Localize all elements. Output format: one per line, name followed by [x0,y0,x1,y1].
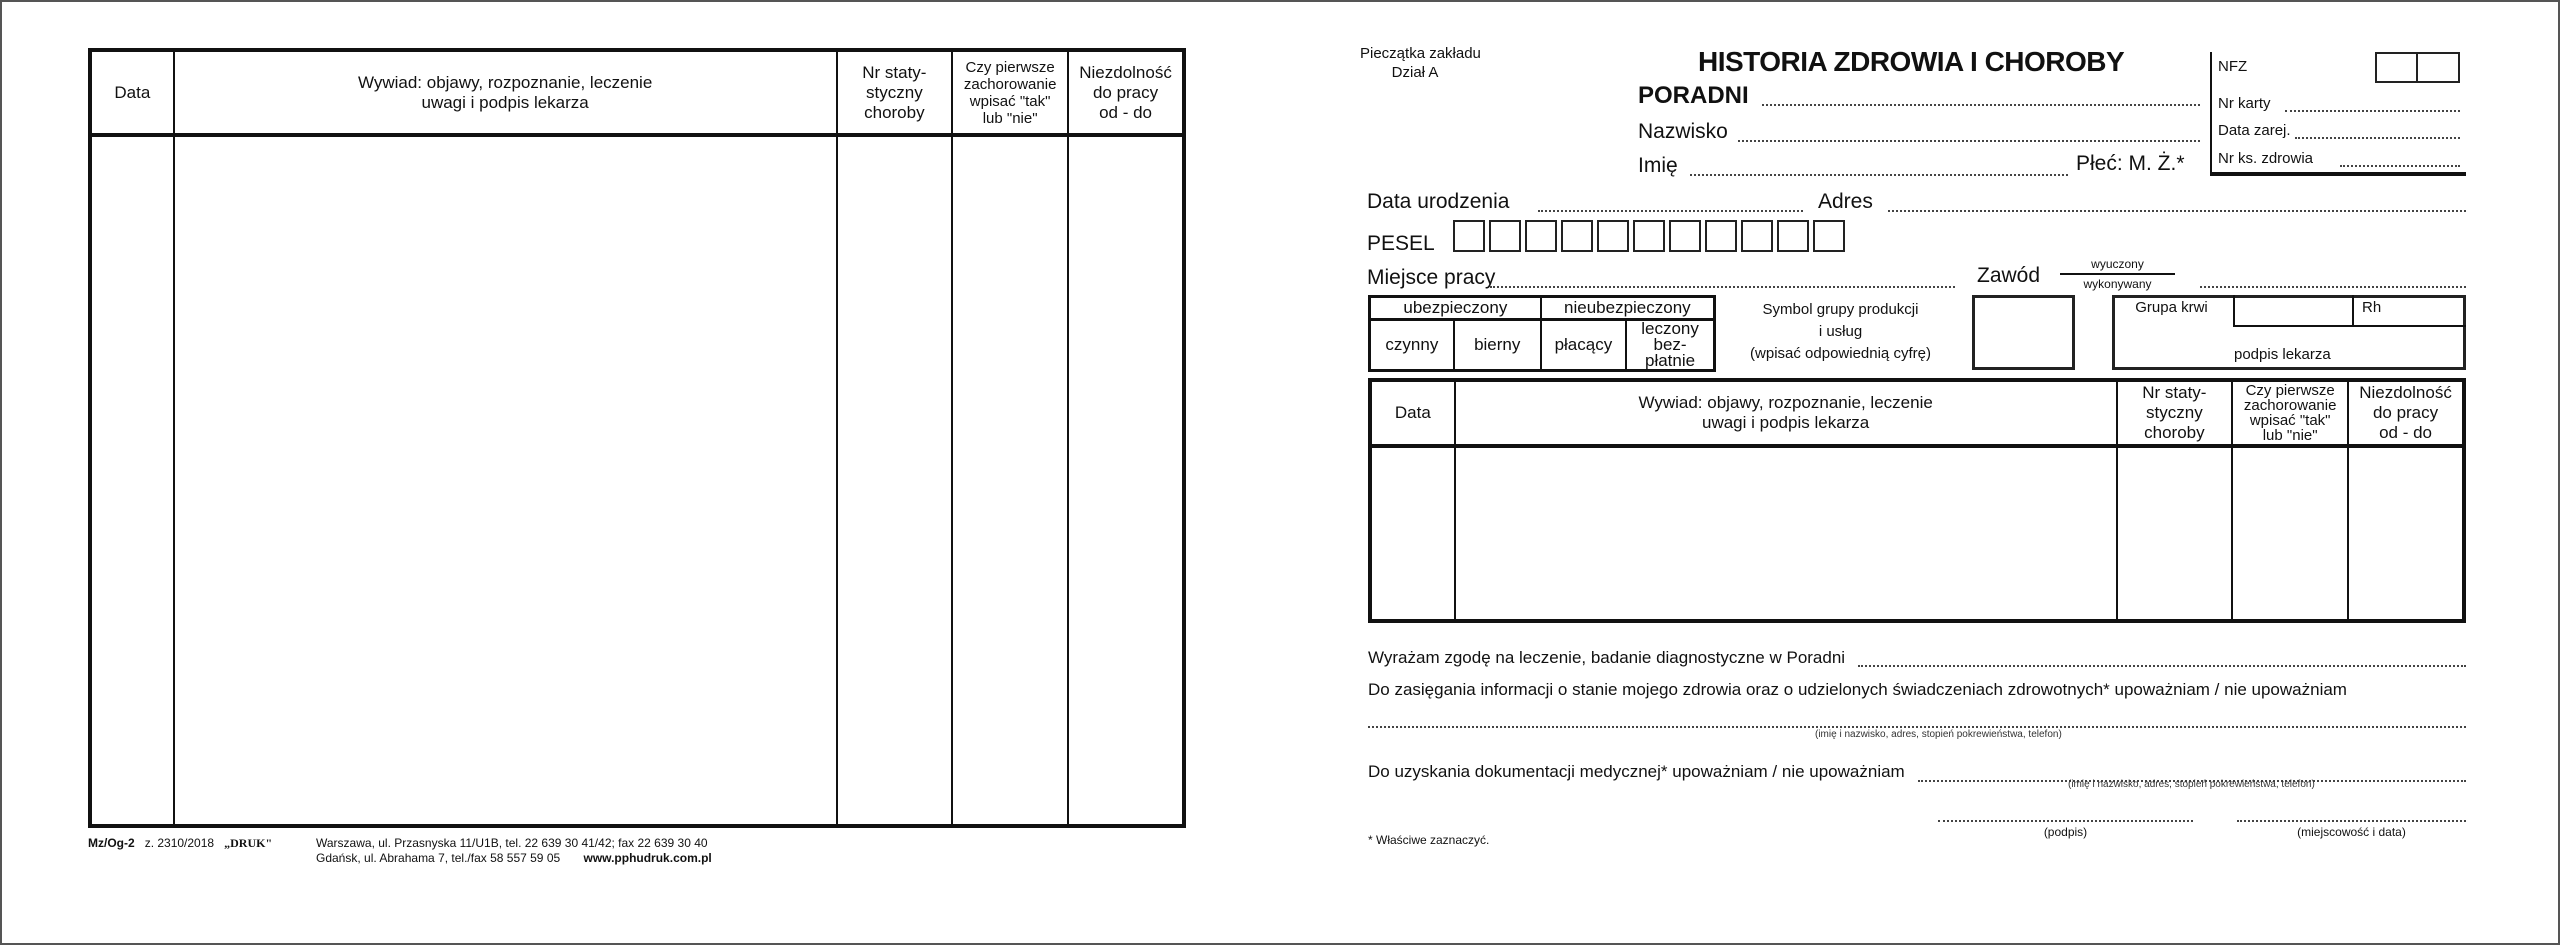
form-title: HISTORIA ZDROWIA I CHOROBY [1698,46,2125,77]
active-option[interactable]: czynny [1370,320,1454,371]
profession-label: Zawód [1977,264,2041,287]
profession-field[interactable] [2200,286,2466,288]
rh-divider [2352,295,2354,327]
footer [88,836,272,851]
nfz-label: NFZ [2218,58,2248,75]
profession-type: wyuczony wykonywany [2060,257,2175,291]
pesel-digit-box[interactable] [1633,220,1665,252]
nfz-box-2[interactable] [2416,52,2460,83]
workplace-label: Miejsce pracy [1367,266,1496,289]
health-book-label: Nr ks. zdrowia [2218,150,2314,167]
header-first-illness: Czy pierwsze zachorowanie wpisać "tak" lub "nie" [952,50,1068,135]
surname-label: Nazwisko [1638,120,1728,143]
health-book-field[interactable] [2340,165,2460,167]
place-date-field[interactable] [2237,820,2466,822]
stamp-area: Pieczątka zakładu Dział A [1360,45,1481,81]
rh-label: Rh [2362,299,2382,316]
consent-info-person-field[interactable] [1368,726,2466,728]
uninsured-header: nieubezpieczony [1541,297,1715,320]
pesel-digit-box[interactable] [1489,220,1521,252]
header-history: Wywiad: objawy, rozpoznanie, leczenie uwagi i podpis lekarza [1455,380,2117,446]
header-date: Data [1370,380,1455,446]
website-link: www.pphudruk.com.pl [583,851,712,865]
address-label: Adres [1818,190,1873,213]
left-history-table [88,48,1186,828]
pesel-digit-box[interactable] [1561,220,1593,252]
header-sick-leave: Niezdolność do pracy od - do [1068,50,1184,135]
passive-option[interactable]: bierny [1454,320,1541,371]
first-name-field[interactable] [1690,174,2068,176]
order-no: z. 2310/2018 [144,836,215,850]
header-history: Wywiad: objawy, rozpoznanie, leczenie uwagi i podpis lekarza [174,50,837,135]
pesel-digit-box[interactable] [1705,220,1737,252]
table-row[interactable] [90,135,1184,826]
consent-treatment-field[interactable] [1858,665,2466,667]
card-no-field[interactable] [2285,110,2460,112]
blood-divider [2233,295,2235,327]
blood-row-line [2233,325,2466,327]
header-stat-no: Nr staty- styczny choroby [837,50,953,135]
brand-logo: „DRUK" [224,836,273,850]
card-no-label: Nr karty [2218,95,2271,112]
symbol-box[interactable] [1972,295,2075,370]
pesel-digit-box[interactable] [1741,220,1773,252]
blood-group-field[interactable] [2236,300,2350,322]
pesel-digit-box[interactable] [1777,220,1809,252]
person-hint-1: (imię i nazwisko, adres, stopień pokrewieństwa, telefon) [1815,729,2062,740]
nfz-box-1[interactable] [2375,52,2418,83]
reg-date-label: Data zarej. [2218,122,2291,139]
insurance-table [1368,295,1716,372]
birth-date-field[interactable] [1538,210,1803,212]
surname-field[interactable] [1738,140,2200,142]
sex-label: Płeć: M. Ż.* [2076,152,2185,175]
header-stat-no: Nr staty- styczny choroby [2117,380,2233,446]
consent-info: Do zasięgania informacji o stanie mojego zdrowia oraz o udzielonych świadczeniach zdrowotnych* upoważniam / nie upoważniam [1368,680,2347,699]
doctor-signature-label: podpis lekarza [2234,346,2331,363]
address-field[interactable] [1888,210,2466,212]
header-first-illness: Czy pierwsze zachorowanie wpisać "tak" lub "nie" [2232,380,2348,446]
blood-group-label: Grupa krwi [2135,299,2208,316]
pesel-boxes [1453,220,1845,252]
paying-option[interactable]: płacący [1541,320,1626,371]
consent-treatment: Wyrażam zgodę na leczenie, badanie diagnostyczne w Poradni [1368,648,1846,667]
signature-label: (podpis) [2043,825,2088,839]
pesel-digit-box[interactable] [1525,220,1557,252]
pesel-digit-box[interactable] [1597,220,1629,252]
pesel-digit-box[interactable] [1813,220,1845,252]
signature-field[interactable] [1938,820,2193,822]
first-name-label: Imię [1638,154,1678,177]
header-date: Data [90,50,174,135]
footnote: * Właściwe zaznaczyć. [1368,833,1490,847]
workplace-field[interactable] [1490,286,1955,288]
symbol-instructions: Symbol grupy produkcji i usług (wpisać odpowiednią cyfrę) [1750,301,1931,362]
right-history-table [1368,378,2466,623]
footer-addresses: Warszawa, ul. Przasnyska 11/U1B, tel. 22 639 30 41/42; fax 22 639 30 40 Gdańsk, ul. Abrahama 7, tel./fax 58 557 59 05 www.pphudruk.com.pl [316,836,712,865]
free-option[interactable]: leczony bez- płatnie [1626,320,1714,371]
reg-date-field[interactable] [2295,137,2460,139]
pesel-digit-box[interactable] [1453,220,1485,252]
insured-header: ubezpieczony [1370,297,1541,320]
person-hint-2: (imię i nazwisko, adres, stopień pokrewieństwa, telefon) [2068,779,2315,790]
pesel-digit-box[interactable] [1669,220,1701,252]
clinic-label: PORADNI [1638,82,1749,109]
consent-docs: Do uzyskania dokumentacji medycznej* upoważniam / nie upoważniam [1368,762,1905,781]
birth-date-label: Data urodzenia [1367,190,1510,213]
header-sick-leave: Niezdolność do pracy od - do [2348,380,2464,446]
table-row[interactable] [1370,446,2464,621]
clinic-field[interactable] [1762,104,2200,106]
form-code: Mz/Og-2 [88,836,135,850]
pesel-label: PESEL [1367,232,1435,255]
place-date-label: (miejscowość i data) [2297,825,2406,839]
